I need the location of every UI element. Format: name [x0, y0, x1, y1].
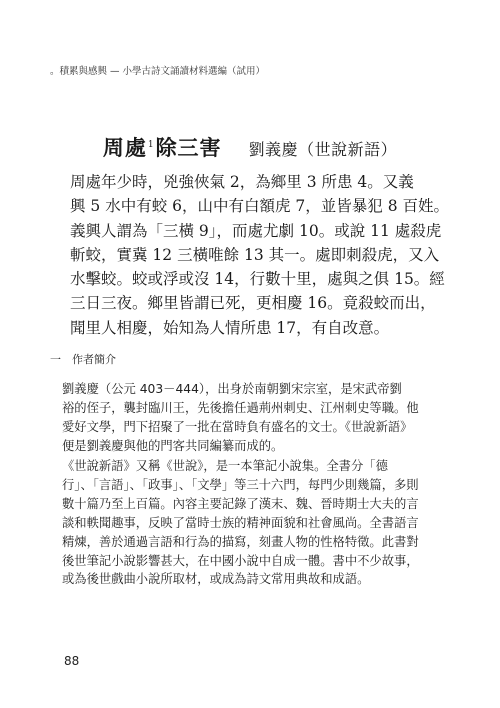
paragraph-line: 行」、「言語」、「政事」、「文學」等三十六門，每門少則幾篇，多則 — [62, 477, 419, 492]
paragraph-line: 裕的侄子，襲封臨川王，先後擔任過荊州刺史、江州刺史等職。他 — [62, 400, 419, 415]
text-line: 聞里人相慶，始知為人情所患 17，有自改意。 — [70, 318, 390, 337]
paragraph-line: 數十篇乃至上百篇。內容主要記錄了漢末、魏、晉時期士大夫的言 — [62, 496, 419, 511]
text-line: 水擊蛟。蛟或浮或沒 14，行數十里，處與之俱 15。經 — [70, 270, 445, 289]
classical-text — [70, 170, 450, 340]
text-line: 興 5 水中有蛟 6，山中有白額虎 7，並皆暴犯 8 百姓。 — [70, 197, 450, 216]
running-header: 。積累與感興 — 小學古詩文誦讀材料選編（試用） — [50, 66, 266, 77]
text-line: 周處年少時，兇強俠氣 2，為鄉里 3 所患 4。又義 — [70, 173, 414, 191]
section-heading-author-intro: 一 作者簡介 — [50, 353, 116, 366]
paragraph-line: 便是劉義慶與他的門客共同編纂而成的。 — [62, 438, 284, 453]
title-main-first: 周處 — [102, 135, 147, 160]
title-footnote-mark: 1 — [147, 140, 155, 150]
article-title — [0, 132, 500, 162]
paragraph-line: 後世筆記小說影響甚大，在中國小說中自成一體。書中不少故事， — [62, 553, 419, 568]
paragraph-line: 談和軼聞趣事，反映了當時士族的精神面貌和社會風尚。全書語言 — [62, 515, 419, 530]
text-line: 義興人謂為「三橫 9」，而處尤劇 10。或說 11 處殺虎 — [70, 221, 442, 240]
text-line: 三日三夜。鄉里皆謂已死，更相慶 16。竟殺蛟而出， — [70, 294, 436, 313]
title-main — [103, 135, 222, 160]
text-line: 斬蛟，實冀 12 三橫唯餘 13 其一。處即刺殺虎，又入 — [70, 245, 440, 264]
page-number: 88 — [64, 654, 80, 668]
paragraph-line: 劉義慶（公元 403－444），出身於南朝劉宋宗室，是宋武帝劉 — [62, 382, 402, 396]
paragraph-line: 精煉，善於通過言語和行為的描寫，刻畫人物的性格特徵。此書對 — [62, 534, 419, 549]
title-main-second: 除三害 — [155, 135, 222, 160]
paragraph-line: 愛好文學，門下招聚了一批在當時負有盛名的文士。《世說新語》 — [62, 419, 413, 434]
paragraph-line: 或為後世戲曲小說所取材，或成為詩文常用典故和成語。 — [62, 572, 370, 587]
paragraph-line: 《世說新語》又稱《世說》，是一本筆記小說集。全書分「德 — [62, 459, 388, 473]
author-paragraph — [62, 380, 452, 456]
book-paragraph — [62, 457, 452, 589]
title-author: 劉義慶（世說新語） — [248, 140, 398, 159]
